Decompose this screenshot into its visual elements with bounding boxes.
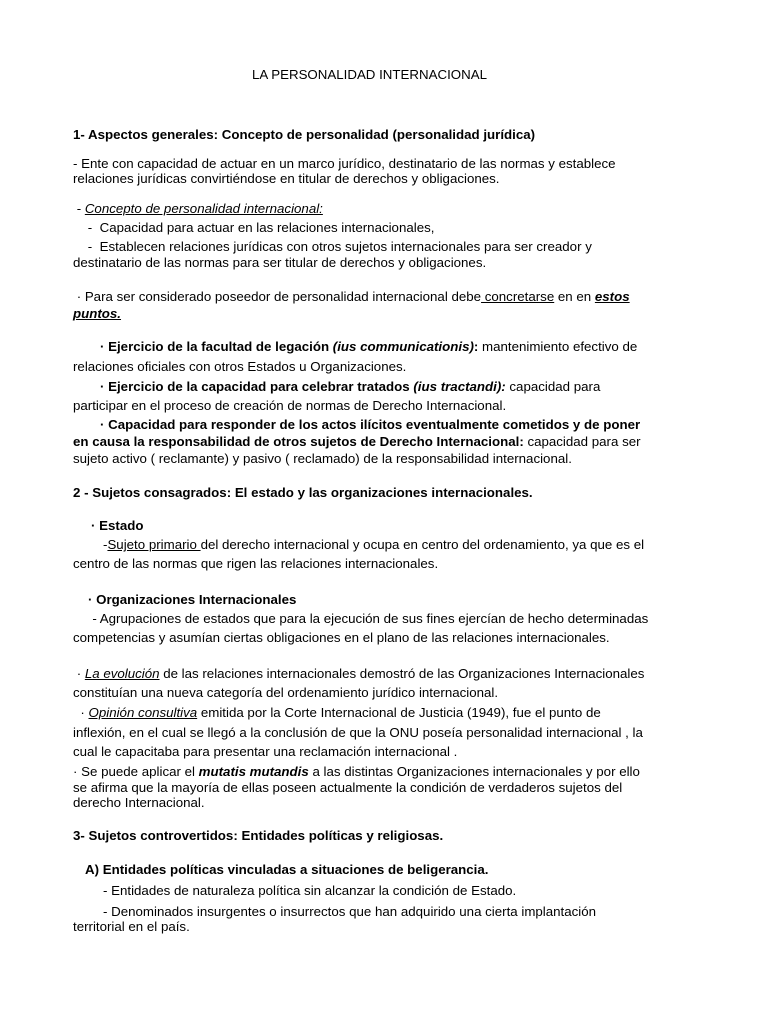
paragraph-line: derecho Internacional. xyxy=(73,795,205,810)
paragraph-line: se afirma que la mayoría de ellas poseen actualmente la condición de verdaderos sujetos del xyxy=(73,780,623,795)
section-1-heading: 1- Aspectos generales: Concepto de personalidad (personalidad jurídica) xyxy=(73,127,536,142)
list-item: - Establecen relaciones jurídicas con otros sujetos internacionales para ser creador y xyxy=(73,239,592,254)
bold-text: · Ejercicio de la capacidad para celebrar tratados xyxy=(100,379,414,394)
paragraph-line: constituían una nueva categoría del ordenamiento jurídico internacional. xyxy=(73,685,499,700)
list-item: - Capacidad para actuar en las relaciones internacionales, xyxy=(73,220,435,235)
text: mantenimiento efectivo de xyxy=(478,339,638,354)
subheading-estado: · Estado xyxy=(91,518,144,533)
colon: : xyxy=(473,339,479,354)
list-item-continuation: destinatario de las normas para ser titular de derechos y obligaciones. xyxy=(73,255,487,270)
paragraph-line: inflexión, en el cual se llegó a la conclusión de que la ONU poseía personalidad internacional , la xyxy=(73,725,643,740)
latin-term: (ius communicationis) xyxy=(332,339,474,354)
paragraph-line: cual le capacitaba para presentar una reclamación internacional . xyxy=(73,744,458,759)
text: · Se puede aplicar el xyxy=(73,764,199,779)
section-3-heading: 3- Sujetos controvertidos: Entidades políticas y religiosas. xyxy=(73,828,444,843)
consider-line xyxy=(73,289,630,305)
bold-text: · Capacidad para responder de los actos ilícitos eventualmente cometidos y de poner xyxy=(100,417,641,432)
text: del derecho internacional y ocupa en centro del ordenamiento, ya que es el xyxy=(200,537,645,552)
paragraph-line: competencias y asumían ciertas obligaciones en el plano de las relaciones internacionales. xyxy=(73,630,610,645)
paragraph-line: relaciones oficiales con otros Estados u Organizaciones. xyxy=(73,359,407,374)
underlined-text: Sujeto primario xyxy=(107,537,201,552)
text: · Para ser considerado poseedor de personalidad internacional debe xyxy=(73,289,482,304)
emphasis-text: estos xyxy=(594,289,630,304)
paragraph-line: - Ente con capacidad de actuar en un marco jurídico, destinatario de las normas y establece xyxy=(73,156,616,171)
paragraph-line: sujeto activo ( reclamante) y pasivo ( reclamado) de la responsabilidad internacional. xyxy=(73,451,572,466)
underlined-term: Opinión consultiva xyxy=(88,705,198,720)
text: de las relaciones internacionales demostró de las Organizaciones Internacionales xyxy=(159,666,645,681)
subheading-organizaciones: · Organizaciones Internacionales xyxy=(88,592,297,607)
bold-text: en causa la responsabilidad de otros sujetos de Derecho Internacional: xyxy=(73,434,524,449)
document-title: LA PERSONALIDAD INTERNACIONAL xyxy=(252,67,487,82)
text: a las distintas Organizaciones internacionales y por ello xyxy=(308,764,640,779)
subheading-a: A) Entidades políticas vinculadas a situaciones de beligerancia. xyxy=(85,862,489,877)
paragraph-line: - Agrupaciones de estados que para la ejecución de sus fines ejercían de hecho determinadas xyxy=(85,611,649,626)
bullet: · xyxy=(73,705,89,720)
dash: - xyxy=(103,537,108,552)
concept-label: Concepto de personalidad internacional: xyxy=(84,201,323,216)
legacion-line xyxy=(100,339,637,355)
concept-line xyxy=(73,201,323,217)
bold-text: · Ejercicio de la facultad de legación xyxy=(100,339,333,354)
bullet: · xyxy=(73,666,85,681)
mutatis-line xyxy=(73,764,640,780)
paragraph-line: relaciones jurídicas convirtiéndose en titular de derechos y obligaciones. xyxy=(73,171,500,186)
underlined-term: La evolución xyxy=(84,666,160,681)
text: capacidad para ser xyxy=(523,434,641,449)
paragraph-line: participar en el proceso de creación de normas de Derecho Internacional. xyxy=(73,398,507,413)
text: emitida por la Corte Internacional de Justicia (1949), fue el punto de xyxy=(197,705,601,720)
estado-line xyxy=(103,537,644,553)
tratados-line xyxy=(100,379,600,395)
dash: - xyxy=(73,201,85,216)
text: capacidad para xyxy=(505,379,601,394)
list-item: - Entidades de naturaleza política sin alcanzar la condición de Estado. xyxy=(103,883,517,898)
emphasis-text: puntos. xyxy=(73,306,122,321)
latin-term: mutatis mutandis xyxy=(198,764,309,779)
evolution-line xyxy=(73,666,644,682)
latin-term: (ius tractandi): xyxy=(413,379,506,394)
resp-line xyxy=(73,434,641,450)
section-2-heading: 2 - Sujetos consagrados: El estado y las organizaciones internacionales. xyxy=(73,485,533,500)
opinion-line xyxy=(73,705,601,721)
list-item-continuation: territorial en el país. xyxy=(73,919,190,934)
text: en en xyxy=(554,289,595,304)
paragraph-line: centro de las normas que rigen las relaciones internacionales. xyxy=(73,556,439,571)
list-item: - Denominados insurgentes o insurrectos que han adquirido una cierta implantación xyxy=(103,904,597,919)
underlined-text: concretarse xyxy=(481,289,555,304)
